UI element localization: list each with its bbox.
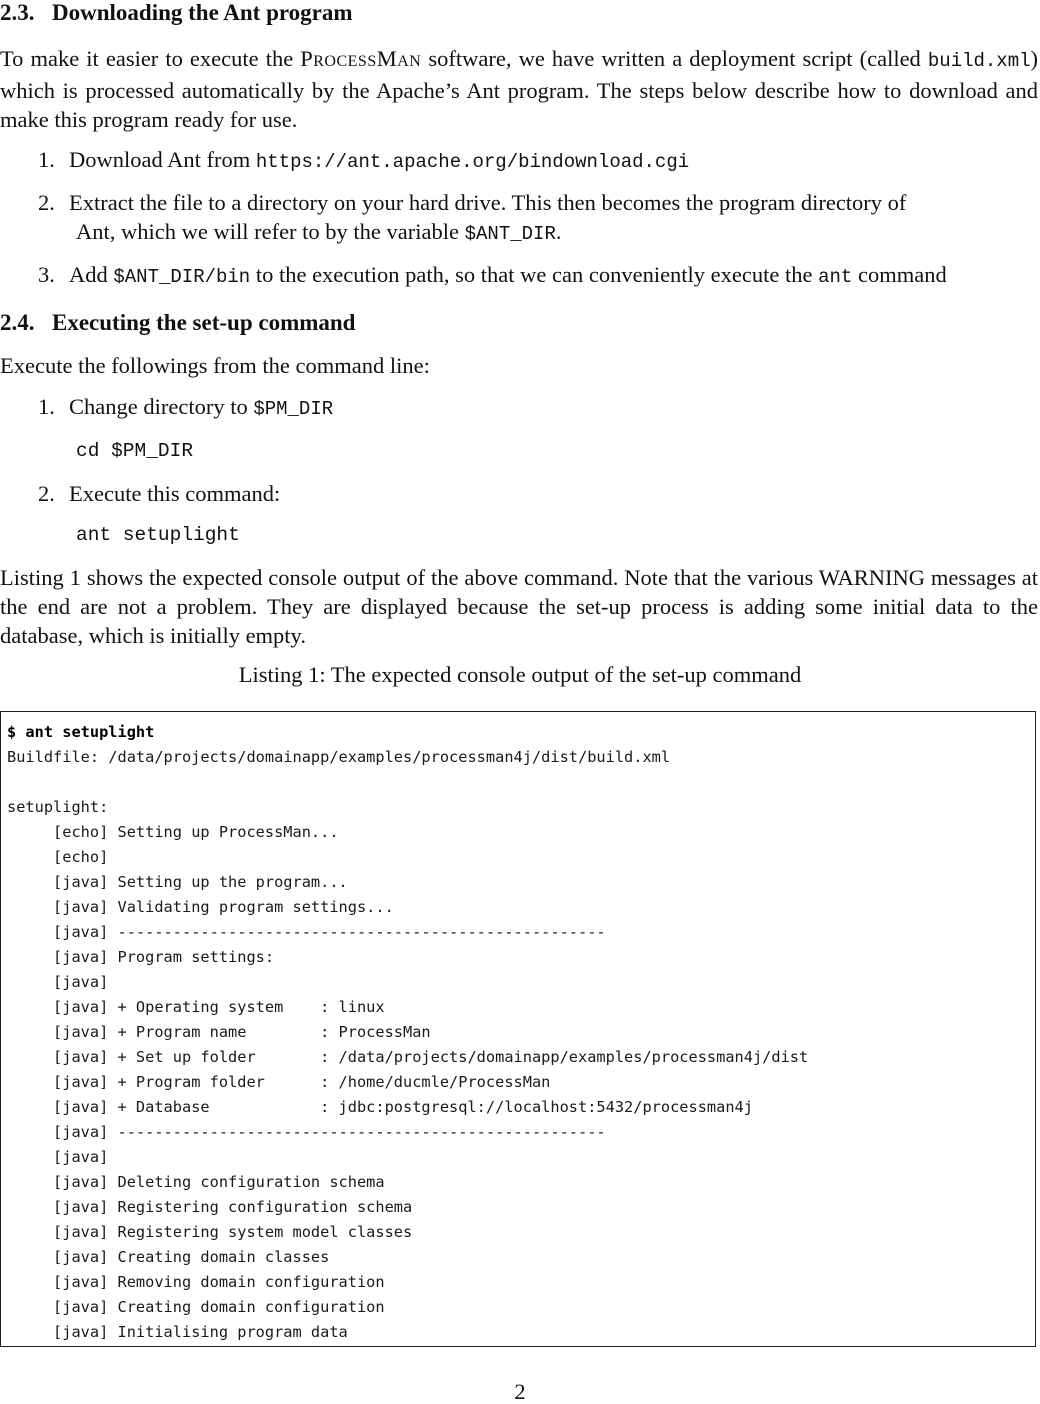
console-line: [java] Initialising program data — [7, 1323, 348, 1341]
listing-description: Listing 1 shows the expected console output of the above command. Note that the various WARNING messages at the end are not a problem. They are displayed because the set-up process is adding some initial data to the database, which is initially empty. — [0, 565, 1038, 648]
section-title: Executing the set-up command — [52, 310, 356, 335]
section-number: 2.4. — [0, 310, 35, 335]
console-line: [java] Deleting configuration schema — [7, 1173, 385, 1191]
brand-name: ProcessMan — [300, 46, 422, 71]
console-line: [java] ----------------------------------------------------- — [7, 1123, 606, 1141]
list-text: Extract the file to a directory on your hard drive. This then becomes the program directory of — [69, 190, 907, 215]
console-line: [java] Registering configuration schema — [7, 1198, 413, 1216]
code-inline: $ANT_DIR/bin — [113, 266, 251, 288]
list-text: Ant, which we will refer to by the variable — [76, 219, 465, 244]
console-line: [java] Program settings: — [7, 948, 275, 966]
list-item — [38, 392, 1038, 424]
section-2-4-heading — [0, 310, 1038, 336]
console-line: [java] Validating program settings... — [7, 898, 394, 916]
console-line: [java] Creating domain classes — [7, 1248, 330, 1266]
code-inline: $ANT_DIR — [464, 223, 556, 245]
console-line: [java] Registering system model classes — [7, 1223, 413, 1241]
list-text: command — [852, 262, 947, 287]
console-line: [java] + Program name : ProcessMan — [7, 1023, 431, 1041]
list-number: 3. — [38, 262, 55, 287]
list-number: 2. — [38, 190, 55, 215]
section-number: 2.3. — [0, 0, 35, 25]
console-line: [java] + Operating system : linux — [7, 998, 385, 1016]
list-number: 2. — [38, 481, 55, 506]
list-item — [38, 479, 1038, 508]
list-text: Change directory to — [69, 394, 254, 419]
intro-text: To make it easier to execute the — [0, 46, 301, 71]
command-line: ant setuplight — [76, 524, 240, 546]
intro-text: ) which is processed automatically by the Apache’s Ant program. The steps below describe how to download and make this program ready for use. — [0, 46, 1039, 132]
console-line: [echo] — [7, 848, 109, 866]
console-line: [java] — [7, 1148, 109, 1166]
console-line: setuplight: — [7, 798, 109, 816]
list-item — [38, 260, 1038, 292]
code-inline: build.xml — [927, 50, 1031, 72]
list-item-continuation — [76, 217, 1038, 249]
console-line: [java] ----------------------------------------------------- — [7, 923, 606, 941]
list-text: to the execution path, so that we can conveniently execute the — [250, 262, 819, 287]
list-item — [38, 188, 1038, 217]
console-line: [java] — [7, 973, 109, 991]
list-text: . — [555, 219, 562, 244]
list-number: 1. — [38, 147, 55, 172]
list-text: Execute this command: — [69, 481, 281, 506]
list-number: 1. — [38, 394, 55, 419]
list-item — [38, 145, 1038, 177]
intro-text: software, we have written a deployment script (called — [421, 46, 928, 71]
console-listing — [0, 711, 1036, 1347]
section-2-3-intro — [0, 44, 1038, 134]
console-line: [java] + Set up folder : /data/projects/domainapp/examples/processman4j/dist — [7, 1048, 809, 1066]
download-url: https://ant.apache.org/bindownload.cgi — [255, 151, 690, 173]
code-inline: ant — [818, 266, 853, 288]
section-2-3-heading — [0, 0, 1038, 26]
console-line — [7, 770, 808, 795]
console-lines — [7, 720, 808, 1345]
console-line: $ ant setuplight — [7, 723, 155, 741]
console-line: [java] Creating domain configuration — [7, 1298, 385, 1316]
page-number: 2 — [514, 1379, 526, 1404]
code-inline: $PM_DIR — [253, 398, 334, 420]
command-line: cd $PM_DIR — [76, 440, 194, 462]
console-line: [java] + Database : jdbc:postgresql://localhost:5432/processman4j — [7, 1098, 753, 1116]
console-line: [java] Removing domain configuration — [7, 1273, 385, 1291]
console-line: Buildfile: /data/projects/domainapp/examples/processman4j/dist/build.xml — [7, 748, 671, 766]
console-line: [java] Setting up the program... — [7, 873, 348, 891]
section-title: Downloading the Ant program — [52, 0, 353, 25]
listing-caption: Listing 1: The expected console output of the set-up command — [238, 662, 802, 687]
list-text: Add — [69, 262, 114, 287]
console-line: [echo] Setting up ProcessMan... — [7, 823, 339, 841]
console-line: [java] + Program folder : /home/ducmle/ProcessMan — [7, 1073, 551, 1091]
list-text: Download Ant from — [69, 147, 256, 172]
section-2-4-intro: Execute the followings from the command line: — [0, 353, 430, 378]
